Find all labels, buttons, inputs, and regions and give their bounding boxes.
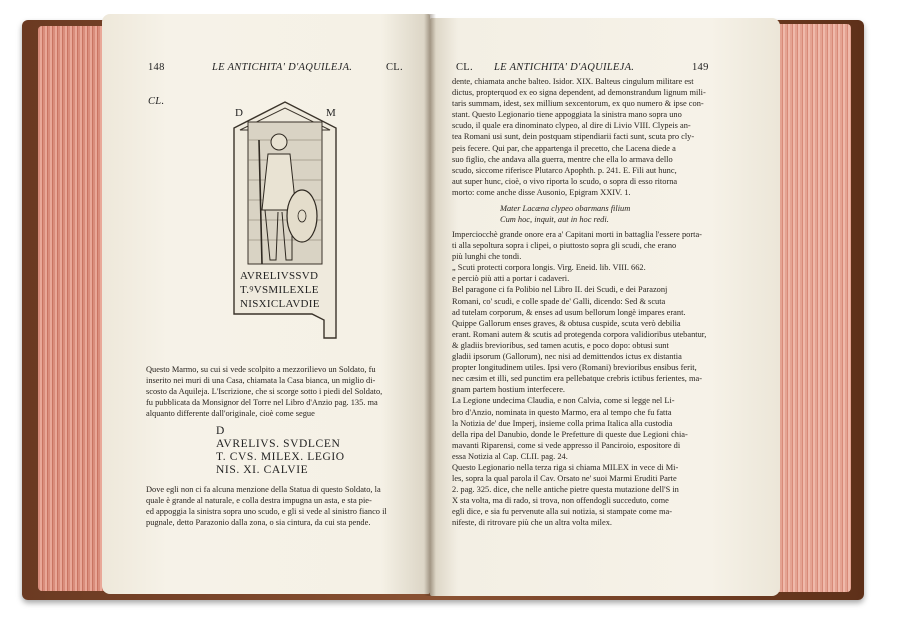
text-line: nec cæsim et illi, sed punctim era pellebatque crebris ictibus ferientes, ma- (452, 374, 702, 384)
text-line: dente, chiamata anche balteo. Isidor. XIX. Balteus cingulum militare est (452, 77, 694, 86)
text-line: suo figlio, che andava alla guerra, mentre che ella lo armava dello (452, 154, 673, 164)
text-line: ed appoggia la sinistra sopra uno scudo, e gli si vede al sinistro fianco il (146, 507, 387, 517)
text-line: più lunghi che tondi. (452, 252, 522, 262)
text-line: stant. Questo Legionario tiene appoggiata la sinistra mano sopra uno (452, 110, 682, 120)
right-page-edges (775, 24, 851, 592)
text-line: egli dice, e sia fu pervenute alla sui notizia, si stampate come ma- (452, 507, 672, 517)
text-line: mavanti Riparensi, come si vede appresso il Panciroio, espositore di (452, 440, 681, 450)
quote-line: Cum hoc, inquit, aut in hoc redi. (500, 215, 609, 225)
transcription-line: T. CVS. MILEX. LEGIO (216, 451, 345, 463)
text-line: erant. Romani autem & scutis ad protegenda corpora validioribus utebantur, (452, 329, 707, 339)
text-line: taris summam, idest, sex millium sexcentorum, ex quo numero & ipse con- (452, 99, 704, 109)
book-gutter (424, 14, 436, 596)
left-margin-section: CL. (148, 96, 165, 107)
stele-letter-m: M (326, 107, 337, 119)
text-line: ad tutelam corporum, & enses ad usum bellorum longè impares erant. (452, 307, 686, 317)
text-line: pugnale, detto Parazonio dalla zona, o sia cintura, da cui sta pende. (146, 518, 371, 528)
text-line: 2. pag. 325. dice, che nelle antiche pietre questa mutazione dell'S in (452, 485, 679, 495)
text-line: gladii ipsorum (Gallorum), nec nisi ad demittendos ictus ex distantia (452, 352, 682, 362)
text-line: tea Romani usi sunt, dein postquam stipendiarii facti sunt, scuta pro cly- (452, 132, 695, 142)
right-body-paragraph-2 (452, 229, 752, 529)
text-line: X sta volta, ma di rado, si trova, non offendogli succeduto, come (452, 496, 669, 506)
text-line: dictus, propterquod ex eo signa dependent, ad demonstrandum lignum mili- (452, 88, 706, 98)
left-running-title: LE ANTICHITA' D'AQUILEJA. (212, 62, 353, 73)
text-line: ti alla sepoltura sopra i clipei, o piuttosto sopra gli scudi, che erano (452, 241, 677, 251)
quote-line: Mater Lacæna clypeo obarmans filium (500, 204, 631, 213)
text-line: Questo Marmo, su cui si vede scolpito a mezzorilievo un Soldato, fu (146, 365, 376, 374)
stele-inscription-line-2: T.ꝰVSMILEXLE (240, 284, 319, 296)
inscription-transcription (216, 425, 376, 477)
text-line: Questo Legionario nella terza riga si chiama MILEX in vece di Mi- (452, 462, 679, 472)
left-section-number: CL. (386, 62, 403, 73)
text-line: la Notizia de' due Imperj, insieme colla prima Italica alla custodia (452, 418, 673, 428)
text-line: Imperciocchè grande onore era a' Capitani morti in battaglia l'essere porta- (452, 230, 702, 239)
text-line: della ripa del Danubio, donde le Prefetture di queste due Legioni chia- (452, 429, 688, 439)
left-page-number: 148 (148, 62, 165, 73)
text-line: les, sopra la qual parola il Cav. Orsato ne' suoi Marmi Eruditi Parte (452, 474, 677, 484)
right-body-paragraph-1 (452, 76, 752, 198)
left-body-paragraph-2 (146, 484, 418, 528)
text-line: Dove egli non ci fa alcuna menzione della Statua di questo Soldato, la (146, 485, 381, 494)
transcription-line: AVRELIVS. SVDLCEN (216, 438, 341, 450)
right-page-number: 149 (692, 62, 709, 73)
stele-inscription-line-3: NISXICLAVDIE (240, 298, 320, 310)
text-line: Romani, co' scudi, e colle spade de' Galli, dicendo: Sed & scuta (452, 296, 666, 306)
text-line: morto: come anche disse Ausonio, Epigram XXIV. 1. (452, 187, 631, 197)
text-line: gnam partem hostium interfecere. (452, 385, 566, 395)
text-line: aut super hunc, cioè, o vivo riporta lo scudo, o sopra di esso ritorna (452, 176, 678, 186)
text-line: Quippe Gallorum enses graves, & obtusa cuspide, scuta verò debilia (452, 318, 681, 328)
left-page-edges (38, 26, 110, 591)
text-line: scosto da Aquileja. L'Iscrizione, che si scorge sotto i piedi del Soldato, (146, 387, 383, 397)
left-body-paragraph-1 (146, 364, 418, 419)
right-section-number: CL. (456, 62, 473, 73)
text-line: essa Notizia al Cap. CLII. pag. 24. (452, 451, 568, 461)
text-line: La Legione undecima Claudia, e non Calvia, come si legge nel Li- (452, 396, 675, 406)
text-line: Bel paragone ci fa Polibio nel Libro II. dei Scudi, e dei Parazonj (452, 285, 668, 295)
text-line: bro d'Anzio, nominata in questo Marmo, era al tempo che fu fatta (452, 407, 672, 417)
text-line: scudo, il quale era dinominato clypeo, al dire di Livio VIII. Clypeis an- (452, 121, 691, 131)
transcription-line: NIS. XI. CALVIE (216, 464, 309, 476)
text-line: e perciò più atti a portar i cadaveri. (452, 274, 570, 284)
stele-letter-d: D (235, 107, 244, 119)
latin-quote (500, 203, 740, 225)
stele-inscription-line-1: AVRELIVSSVD (240, 270, 319, 282)
text-line: quale è grande al naturale, e colla destra impugna un asta, e sta pie- (146, 496, 372, 506)
text-line: inserito nei muri di una Casa, chiamata la Casa bianca, un miglio di- (146, 376, 376, 386)
text-line: nifeste, di ritrovare più che un altra volta milex. (452, 518, 613, 528)
text-line: alquanto differente dall'originale, cioè come segue (146, 409, 315, 419)
text-line: fu pubblicata da Monsignor del Torre nel Libro d'Anzio pag. 135. ma (146, 398, 378, 408)
right-running-title: LE ANTICHITA' D'AQUILEJA. (494, 62, 635, 73)
text-line: scudo, siccome riferisce Plutarco Apophth. p. 241. E. Fili aut hunc, (452, 165, 677, 175)
text-line: „ Scuti protecti corpora longis. Virg. Eneid. lib. VIII. 662. (452, 263, 646, 273)
transcription-line: D (216, 425, 225, 437)
text-line: peis fecere. Qui par, che appartenga il precetto, che Lacena diede a (452, 143, 676, 153)
text-line: propter longitudinem utiles. Ipsi vero (Romani) brevioribus ensibus ferit, (452, 363, 697, 373)
text-line: & gladiis brevioribus, sed tamen acutis, e poco dopo: obtusi sunt (452, 340, 669, 350)
